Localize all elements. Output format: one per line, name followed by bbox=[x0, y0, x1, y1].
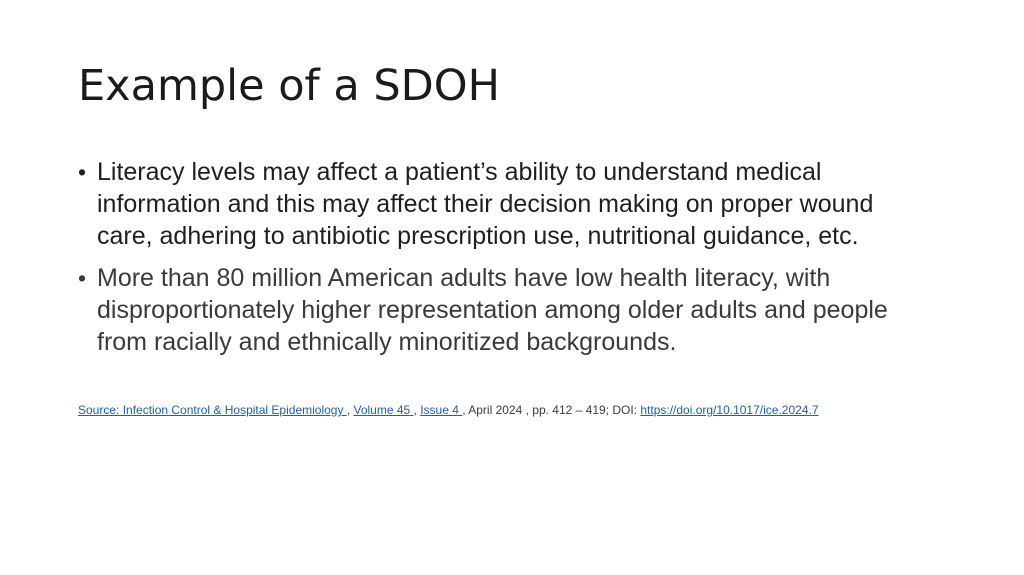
bullet-item-statistics bbox=[78, 262, 928, 358]
citation-separator: , bbox=[413, 403, 421, 417]
volume-link[interactable]: Volume 45 bbox=[353, 403, 414, 417]
issue-link[interactable]: Issue 4 bbox=[420, 403, 463, 417]
bullet-item-literacy bbox=[78, 156, 928, 252]
citation-separator: , bbox=[346, 403, 354, 417]
bullet-text: More than 80 million American adults have low health literacy, with disproportionately higher representation among older adults and people from racially and ethnically minoritized backgrounds. bbox=[97, 264, 888, 356]
source-citation bbox=[78, 402, 978, 418]
slide-title: Example of a SDOH bbox=[78, 61, 500, 111]
bullet-list bbox=[78, 156, 928, 358]
bullet-marker: • bbox=[78, 265, 87, 291]
journal-link[interactable]: Source: Infection Control & Hospital Epidemiology bbox=[78, 403, 347, 417]
bullet-text: Literacy levels may affect a patient’s ability to understand medical information and this may affect their decision making on proper wound care, adhering to antibiotic prescription use, nutritional guidance, etc. bbox=[97, 158, 874, 250]
citation-details: , April 2024 , pp. 412 – 419; DOI: bbox=[462, 403, 641, 417]
doi-link[interactable]: https://doi.org/10.1017/ice.2024.7 bbox=[640, 403, 819, 417]
bullet-marker: • bbox=[78, 159, 87, 185]
